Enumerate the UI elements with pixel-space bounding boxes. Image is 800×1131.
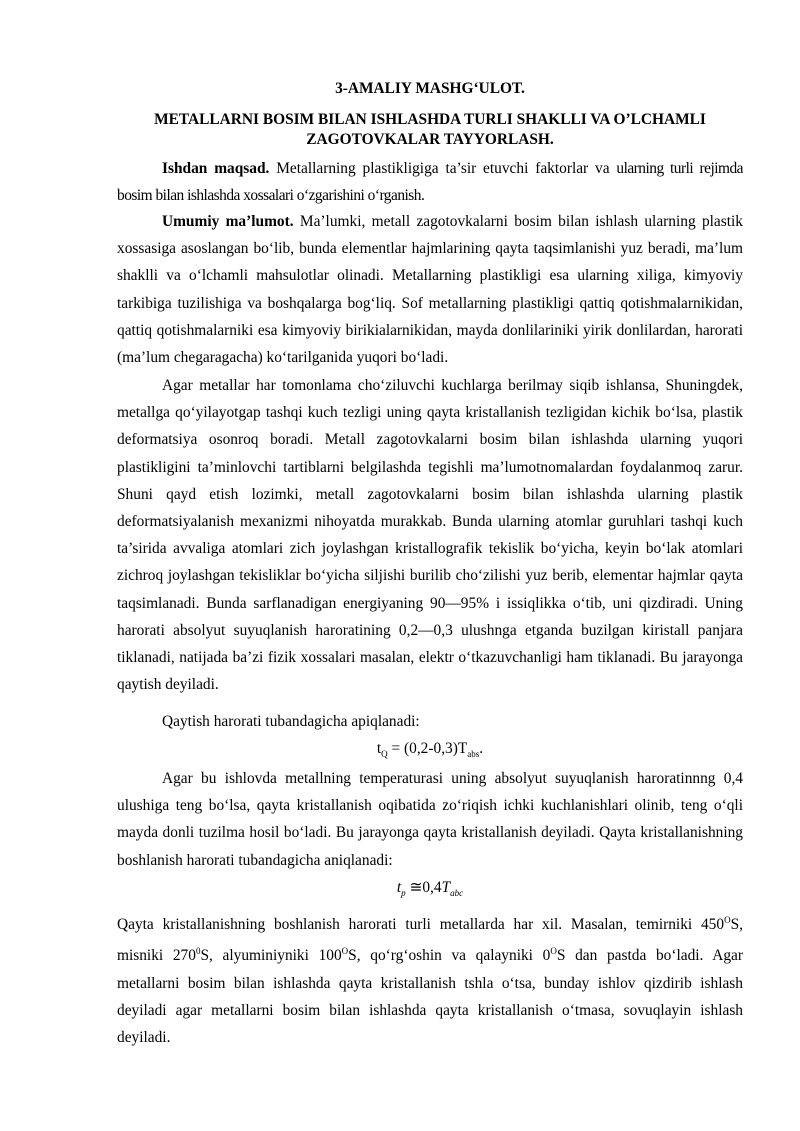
goal-paragraph (117, 155, 743, 209)
goal-text-condensed: ularning turli rejimda bosim bilan ishlashda xossalari o‘zgarishini o‘rganish. (117, 160, 743, 204)
deformation-paragraph: Agar metallar har tomonlama cho‘ziluvchi kuchlarga berilmay siqib ishlansa, Shuningdek, metallga qo‘yilayotgap tashqi kuch tezligi uning qayta kristallanish tezligidan kichik bo‘lsa, plastik deformatsiya osonroq boradi. Metall zagotovkalarni bosim bilan ishlashda ularning yuqori plastikligini ta’minlovchi tartiblarni belgilashda tegishli ma’lumotnomalardan foydalanmoq zarur. Shuni qayd etish lozimki, metall zagotovkalarni bosim bilan ishlashda ularning plastik deformatsiyalanish mexanizmi nihoyatda murakkab. Bunda ularning atomlar guruhlari tashqi kuch ta’sirida avvaliga atomlari zich joylashgan kristallografik tekislik bo‘yicha, keyin bo‘lak atomlari zichroq joylashgan tekisliklar bo‘yicha siljishi burilib cho‘zilishi yuz berib, elementar hajmlar qayta taqsimlanadi. Bunda sarflanadigan energiyaning 90—95% i issiqlikka o‘tib, uni qizdiradi. Uning harorati absolyut suyuqlanish haroratining 0,2—0,3 ulushnga etganda buzilgan kiristall panjara tiklanadi, natijada ba’zi fizik xossalari masalan, elektr o‘tkazuvchanligi ham tiklanadi. Bu jarayonga qaytish deyiladi. (117, 377, 743, 694)
goal-text: Metallarning plastikligiga ta’sir etuvchi faktorlar va (269, 160, 617, 177)
general-label: Umumiy ma’lumot. (162, 213, 294, 230)
recrystallization-formula: $t_p$ $≅0,4T_{abc}$ (396, 879, 464, 899)
recrystallization-temperatures-paragraph: Qayta kristallanishning boshlanish harorati turli metallarda har xil. Masalan, temirniki $450^OS$, misniki $270^0S$, alyuminiyniki $100^OS$, qo‘rg‘oshin va qalayniki $0^OS$ dan pastda bo‘ladi. Agar metallarni bosim bilan ishlashda qayta kristallanish tshla o‘tsa, bunday ishlov qizdirib ishlash deyiladi agar metallarni bosim bilan ishlashda qayta kristallanish o‘tmasa, sovuqlayin ishlash deyiladi. (117, 915, 744, 1047)
general-text: Ma’lumki, metall zagotovkalarni bosim bilan ishlash ularning plastik xossasiga asoslangan bo‘lib, bunda elementlar hajmlarining qayta taqsimlanishi yuz beradi, ma’lum shaklli va o‘lchamli mahsulotlar olinadi. Metallarning plastikligi esa ularning xiliga, kimyoviy tarkibiga tuzilishiga va boshqalarga bog‘liq. Sof metallarning plastikligi qattiq qotishmalarnikidan, qattiq qotishmalarniki esa kimyoviy birikialarnikidan, mayda donlilariniki yirik donlilardan, harorati (ma’lum chegaragacha) ko‘tarilganida yuqori bo‘ladi. (117, 213, 744, 367)
general-info-paragraph (117, 208, 743, 371)
recrystallization-paragraph: Agar bu ishlovda metallning temperaturasi uning absolyut suyuqlanish haroratinnng 0,4 ulushiga teng bo‘lsa, qayta kristallanish oqibatida zo‘riqish ichki kuchlanishlari olinib, teng o‘qli mayda donli tuzilma hosil bo‘ladi. Bu jarayonga qayta kristallanish deyiladi. Qayta kristallanishning boshlanish harorati tubandagicha aniqlanadi: (117, 770, 743, 869)
page-title: 3-AMALIY MASHG‘ULOT. (335, 80, 525, 97)
return-temperature-formula: $t_Q = (0,2-0,3)T_{abs}$. (376, 740, 484, 760)
goal-label: Ishdan maqsad. (162, 160, 270, 177)
page-subtitle: METALLARNI BOSIM BILAN ISHLASHDA TURLI SHAKLLI VA O’LCHAMLI ZAGOTOVKALAR TAYYORLASH. (154, 111, 706, 148)
return-temperature-intro: Qaytish harorati tubandagicha apiqlanadi: (162, 713, 420, 730)
